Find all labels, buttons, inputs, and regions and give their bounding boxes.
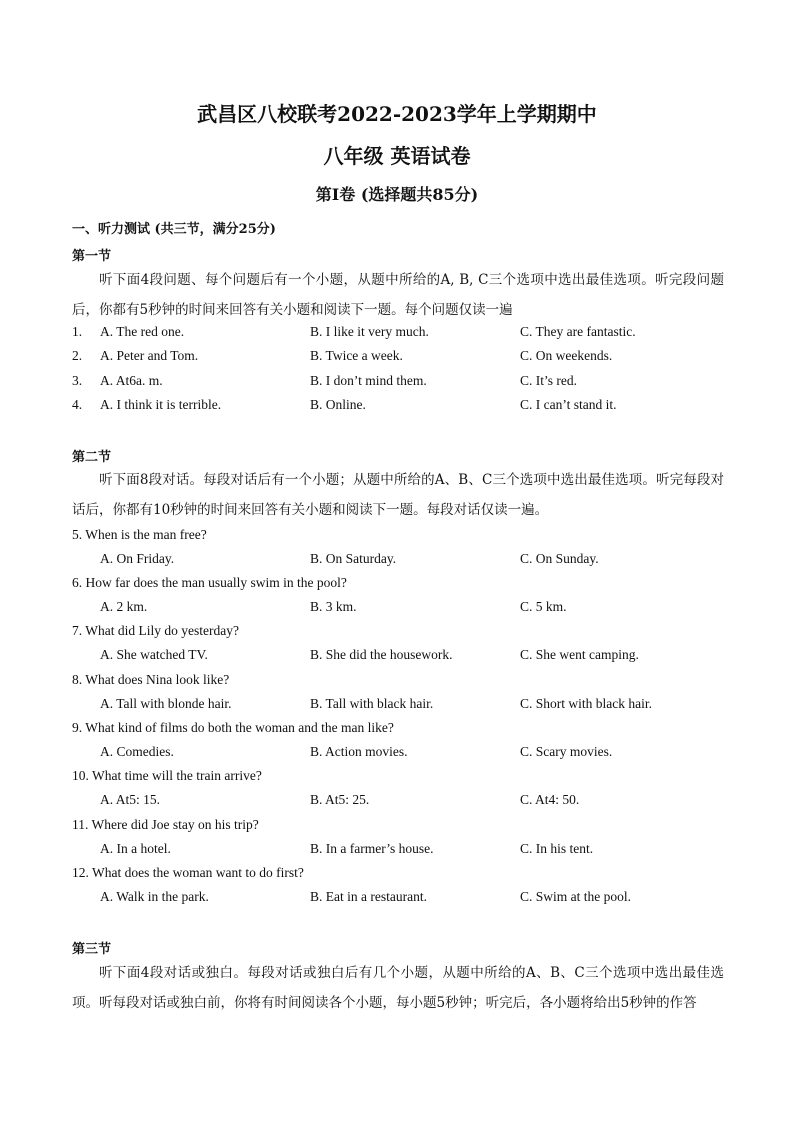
option-a: A. At6a. m. <box>100 373 163 388</box>
item-number: 2. <box>72 348 83 363</box>
part1-heading: 一、听力测试 (共三节，满分25分) <box>72 222 276 237</box>
option-c: C. In his tent. <box>520 841 594 856</box>
option-a: A. I think it is terrible. <box>100 397 222 412</box>
item-number: 1. <box>72 324 83 339</box>
exam-subtitle: 八年级 英语试卷 <box>323 144 471 168</box>
section2-heading: 第二节 <box>72 450 112 465</box>
list-item <box>72 373 732 393</box>
option-b: B. Eat in a restaurant. <box>310 889 427 904</box>
option-a: A. She watched TV. <box>100 647 208 662</box>
option-c: C. Scary movies. <box>520 744 613 759</box>
option-b: B. I don’t mind them. <box>310 373 427 388</box>
section1-instructions: 听下面4段问题、每个问题后有一个小题，从题中所给的A, B, C三个选项中选出最佳选项。听完段问题后，你都有5秒钟的时间来回答有关小题和阅读下一题。每个问题仅读一遍 <box>72 272 724 318</box>
list-item <box>72 647 732 667</box>
option-a: A. At5: 15. <box>100 792 161 807</box>
question-text: 7. What did Lily do yesterday? <box>72 623 239 638</box>
option-a: A. On Friday. <box>100 551 175 566</box>
option-a: A. The red one. <box>100 324 185 339</box>
question-text: 5. When is the man free? <box>72 527 207 542</box>
option-b: B. In a farmer’s house. <box>310 841 434 856</box>
question-text: 12. What does the woman want to do first? <box>72 865 304 880</box>
option-c: C. On Sunday. <box>520 551 599 566</box>
list-item <box>72 792 732 812</box>
option-c: C. Short with black hair. <box>520 696 652 711</box>
item-number: 3. <box>72 373 83 388</box>
volume-heading: 第I卷 (选择题共85分) <box>315 185 479 204</box>
option-b: B. She did the housework. <box>310 647 453 662</box>
section2-instructions: 听下面8段对话。每段对话后有一个小题；从题中所给的A、B、C三个选项中选出最佳选项。听完每段对话后，你都有10秒钟的时间来回答有关小题和阅读下一题。每段对话仅读一遍。 <box>72 472 724 518</box>
option-b: B. Twice a week. <box>310 348 403 363</box>
option-a: A. Comedies. <box>100 744 174 759</box>
option-a: A. Walk in the park. <box>100 889 209 904</box>
option-b: B. Action movies. <box>310 744 408 759</box>
option-c: C. It’s red. <box>520 373 577 388</box>
list-item <box>72 696 732 716</box>
question-text: 11. Where did Joe stay on his trip? <box>72 817 259 832</box>
option-a: A. Peter and Tom. <box>100 348 199 363</box>
option-b: B. 3 km. <box>310 599 357 614</box>
option-c: C. At4: 50. <box>520 792 580 807</box>
list-item <box>72 397 732 417</box>
item-number: 4. <box>72 397 83 412</box>
list-item <box>72 744 732 764</box>
option-b: B. Tall with black hair. <box>310 696 434 711</box>
option-c: C. 5 km. <box>520 599 567 614</box>
option-c: C. They are fantastic. <box>520 324 636 339</box>
question-text: 8. What does Nina look like? <box>72 672 230 687</box>
section3-instructions: 听下面4段对话或独白。每段对话或独白后有几个小题，从题中所给的A、B、C三个选项中选出最佳选项。听每段对话或独白前，你将有时间阅读各个小题，每小题5秒钟；听完后，各小题将给出5秒钟的作答 <box>72 965 724 1011</box>
section3-heading: 第三节 <box>72 942 112 957</box>
option-b: B. Online. <box>310 397 366 412</box>
question-text: 10. What time will the train arrive? <box>72 768 262 783</box>
option-a: A. In a hotel. <box>100 841 171 856</box>
option-b: B. On Saturday. <box>310 551 397 566</box>
option-c: C. I can’t stand it. <box>520 397 617 412</box>
option-a: A. Tall with blonde hair. <box>100 696 232 711</box>
list-item <box>72 348 732 368</box>
question-text: 6. How far does the man usually swim in the pool? <box>72 575 347 590</box>
list-item <box>72 841 732 861</box>
option-c: C. Swim at the pool. <box>520 889 631 904</box>
option-a: A. 2 km. <box>100 599 148 614</box>
list-item <box>72 889 732 909</box>
section1-heading: 第一节 <box>72 249 112 264</box>
option-c: C. She went camping. <box>520 647 639 662</box>
list-item <box>72 599 732 619</box>
option-c: C. On weekends. <box>520 348 613 363</box>
list-item <box>72 551 732 571</box>
list-item <box>72 324 732 344</box>
option-b: B. At5: 25. <box>310 792 370 807</box>
exam-title: 武昌区八校联考2022-2023学年上学期期中 <box>197 102 597 126</box>
question-text: 9. What kind of films do both the woman and the man like? <box>72 720 394 735</box>
option-b: B. I like it very much. <box>310 324 429 339</box>
